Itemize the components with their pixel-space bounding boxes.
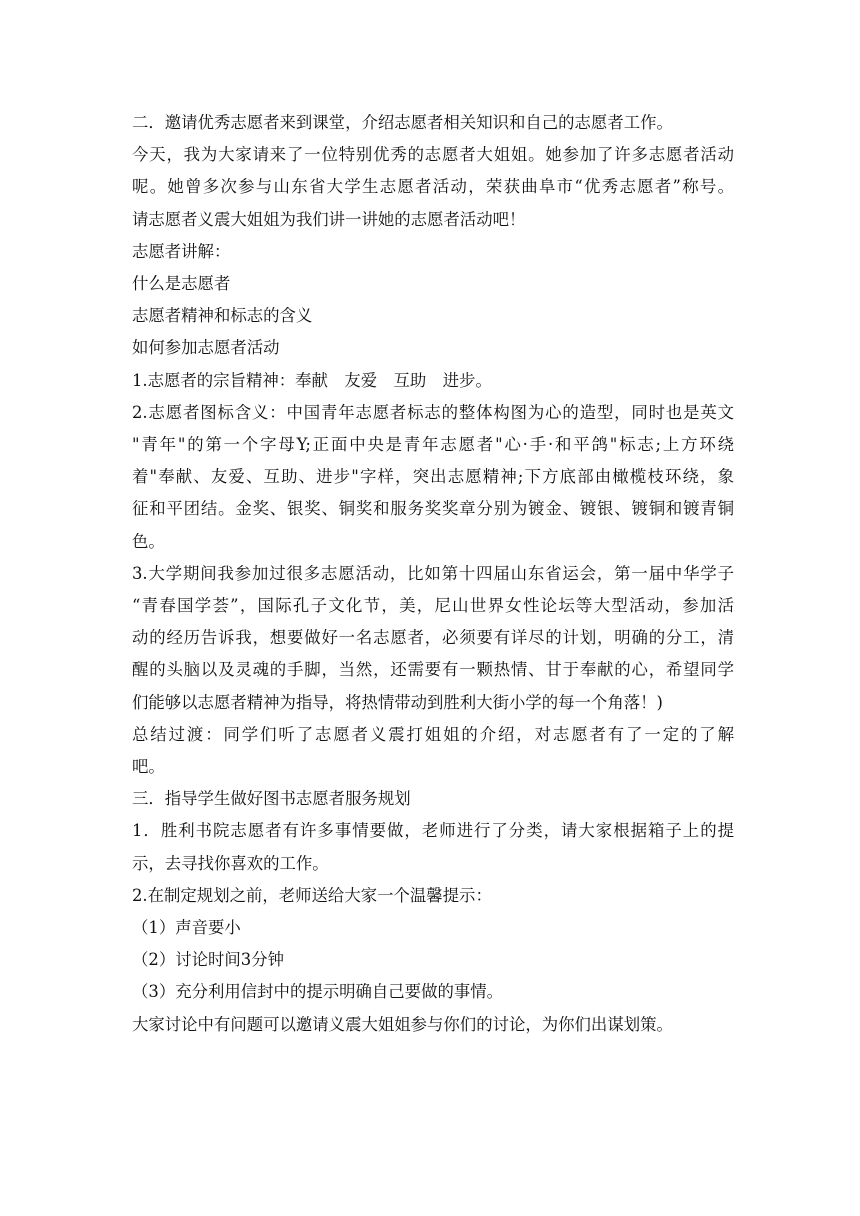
point-3-line-4: 醒的头脑以及灵魂的手脚，当然，还需要有一颗热情、甘于奉献的心，希望同学	[132, 660, 734, 680]
talk-topic-2: 志愿者精神和标志的含义	[132, 306, 313, 326]
tip-3: （3）充分利用信封中的提示明确自己要做的事情。	[132, 982, 504, 1002]
point-3-line-2: “青春国学荟”，国际孔子文化节，美，尼山世界女性论坛等大型活动，参加活	[132, 596, 734, 616]
point-2-line-3: 着"奉献、友爱、互助、进步"字样，突出志愿精神;下方底部由橄榄枝环绕，象	[132, 467, 734, 487]
point-2-line-1: 2.志愿者图标含义：中国青年志愿者标志的整体构图为心的造型，同时也是英文	[132, 402, 734, 422]
talk-topic-3: 如何参加志愿者活动	[132, 338, 280, 358]
plan-step-1-line-2: 示，去寻找你喜欢的工作。	[132, 853, 329, 873]
talk-topic-1: 什么是志愿者	[132, 274, 231, 294]
closing-line: 大家讨论中有问题可以邀请义震大姐姐参与你们的讨论，为你们出谋划策。	[132, 1014, 673, 1034]
plan-step-1-line-1: 1．胜利书院志愿者有许多事情要做，老师进行了分类，请大家根据箱子上的提	[132, 821, 734, 841]
summary-transition-line-2: 吧。	[132, 757, 165, 777]
section-three-heading: 三．指导学生做好图书志愿者服务规划	[132, 789, 411, 809]
section-two-heading: 二．邀请优秀志愿者来到课堂，介绍志愿者相关知识和自己的志愿者工作。	[132, 113, 673, 132]
point-2-line-2: "青年"的第一个字母Y;正面中央是青年志愿者"心·手·和平鸽"标志;上方环绕	[132, 435, 734, 455]
summary-transition-line-1: 总结过渡：同学们听了志愿者义震打姐姐的介绍，对志愿者有了一定的了解	[132, 724, 734, 744]
point-2-line-4: 征和平团结。金奖、银奖、铜奖和服务奖奖章分别为镀金、镀银、镀铜和镀青铜	[132, 499, 734, 519]
volunteer-talk-label: 志愿者讲解：	[132, 241, 231, 261]
intro-paragraph-line-3: 请志愿者义震大姐姐为我们讲一讲她的志愿者活动吧！	[132, 209, 526, 229]
point-1-spirit: 1.志愿者的宗旨精神：奉献 友爱 互助 进步。	[132, 370, 492, 390]
point-3-line-5: 们能够以志愿者精神为指导，将热情带动到胜利大街小学的每一个角落！)	[132, 692, 663, 712]
point-3-line-3: 动的经历告诉我，想要做好一名志愿者，必须要有详尽的计划，明确的分工，清	[132, 628, 734, 648]
tip-1: （1）声音要小	[132, 918, 241, 938]
document-page	[132, 107, 734, 1041]
plan-step-2: 2.在制定规划之前，老师送给大家一个温馨提示：	[132, 885, 492, 905]
point-3-line-1: 3.大学期间我参加过很多志愿活动，比如第十四届山东省运会，第一届中华学子	[132, 563, 734, 583]
intro-paragraph-line-1: 今天，我为大家请来了一位特别优秀的志愿者大姐姐。她参加了许多志愿者活动	[132, 145, 734, 165]
point-2-line-5: 色。	[132, 531, 165, 551]
intro-paragraph-line-2: 呢。她曾多次参与山东省大学生志愿者活动，荣获曲阜市“优秀志愿者”称号。	[132, 177, 734, 197]
tip-2: （2）讨论时间3分钟	[132, 950, 284, 970]
